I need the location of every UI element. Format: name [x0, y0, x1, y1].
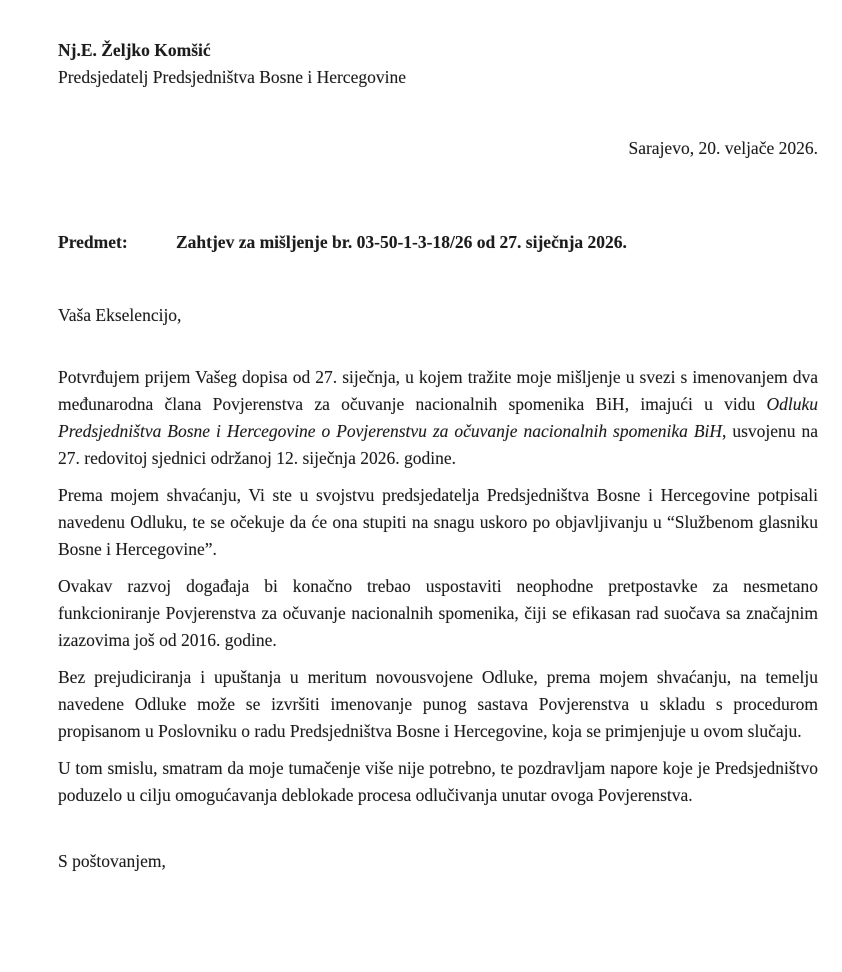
- salutation: Vaša Ekselencijo,: [58, 305, 182, 325]
- paragraph: [58, 364, 818, 472]
- paragraph-run: U tom smislu, smatram da moje tumačenje više nije potrebno, te pozdravljam napore koje je Predsjedništvo poduzelo u cilju omogućavanja deblokade procesa odlučivanja unutar ovoga Povjerenstva.: [58, 758, 818, 805]
- subject-line: [58, 229, 818, 256]
- closing: S poštovanjem,: [58, 851, 166, 871]
- recipient-block: [58, 37, 818, 91]
- dateline: Sarajevo, 20. veljače 2026.: [628, 138, 818, 158]
- paragraph-run-italic: Odluku Predsjedništva Bosne i Hercegovine o Povjerenstvu za očuvanje nacionalnih spomenika BiH: [58, 394, 818, 441]
- letter-body: [58, 364, 818, 809]
- paragraph: [58, 755, 818, 809]
- paragraph-run: Bez prejudiciranja i upuštanja u meritum novousvojene Odluke, prema mojem shvaćanju, na temelju navedene Odluke može se izvršiti imenovanje punog sastava Povjerenstva u skladu s procedurom propisanom u Poslovniku o radu Predsjedništva Bosne i Hercegovine, koja se primjenjuje u ovom slučaju.: [58, 667, 818, 741]
- paragraph: [58, 664, 818, 745]
- paragraph-run: Potvrđujem prijem Vašeg dopisa od 27. siječnja, u kojem tražite moje mišljenje u svezi s imenovanjem dva međunarodna člana Povjerenstva za očuvanje nacionalnih spomenika BiH, imajući u vidu: [58, 367, 818, 414]
- recipient-title: Predsjedatelj Predsjedništva Bosne i Hercegovine: [58, 67, 406, 87]
- recipient-name: Nj.E. Željko Komšić: [58, 40, 211, 60]
- paragraph-run: Prema mojem shvaćanju, Vi ste u svojstvu predsjedatelja Predsjedništva Bosne i Hercegovine potpisali navedenu Odluku, te se očekuje da će ona stupiti na snagu uskoro po objavljivanju u “Službenom glasniku Bosne i Hercegovine”.: [58, 485, 818, 559]
- paragraph-run: Ovakav razvoj događaja bi konačno trebao uspostaviti neophodne pretpostavke za nesmetano funkcioniranje Povjerenstva za očuvanje nacionalnih spomenika, čiji se efikasan rad suočava sa značajnim izazovima još od 2016. godine.: [58, 576, 818, 650]
- subject-text: Zahtjev za mišljenje br. 03-50-1-3-18/26 od 27. siječnja 2026.: [176, 232, 627, 252]
- paragraph: [58, 482, 818, 563]
- paragraph: [58, 573, 818, 654]
- subject-label: Predmet:: [58, 232, 128, 252]
- paragraph-run: , usvojenu na 27. redovitoj sjednici održanoj 12. siječnja 2026. godine.: [58, 421, 818, 468]
